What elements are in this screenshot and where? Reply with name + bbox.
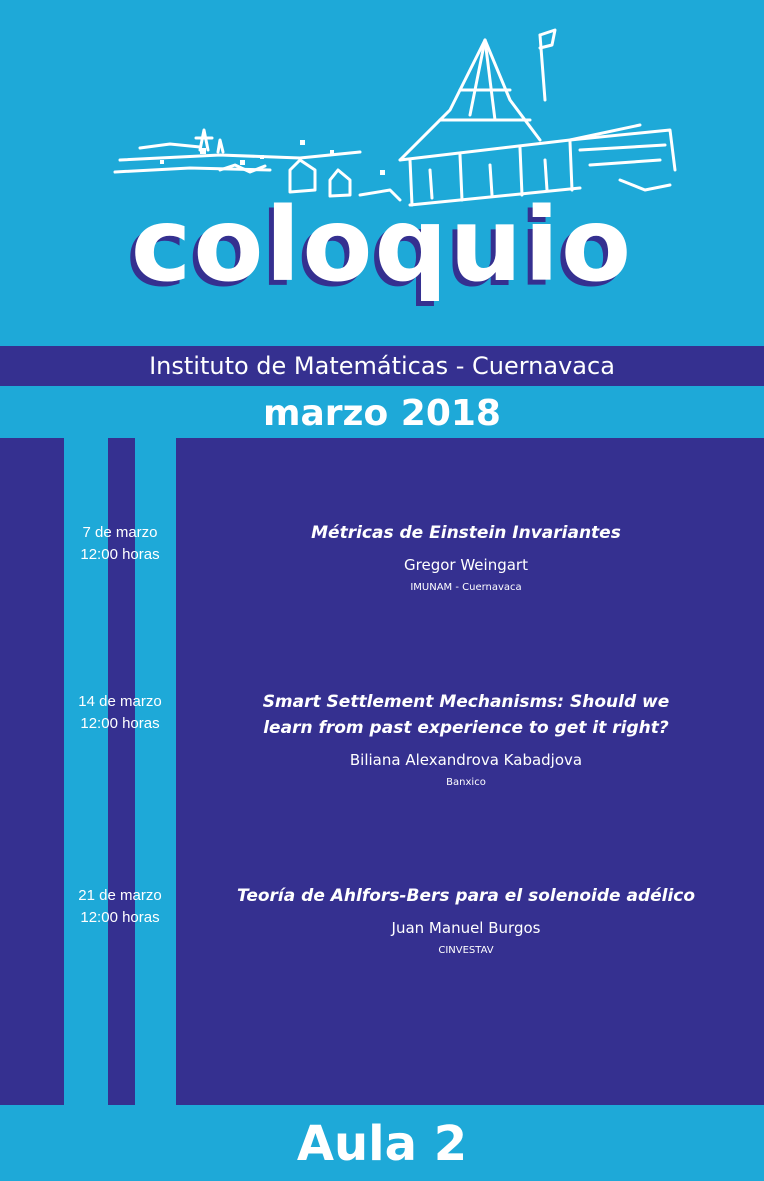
month-heading: marzo 2018 (263, 393, 501, 434)
talk-affiliation: Banxico (446, 777, 486, 788)
talk-title-line: Métricas de Einstein Invariantes (311, 523, 621, 543)
coloquio-logo: coloquio (130, 186, 634, 305)
talk-speaker: Biliana Alexandrova Kabadjova (349, 751, 583, 769)
talk-date: 21 de marzo (78, 887, 162, 904)
talk-date-1 (60, 522, 180, 566)
talk-title-line: Teoría de Ahlfors-Bers para el solenoide adélico (236, 886, 696, 906)
talk-date-2 (60, 691, 180, 735)
talk-title-line: learn from past experience to get it right? (263, 718, 669, 738)
talk-2 (196, 689, 736, 790)
talk-title-line: Smart Settlement Mechanisms: Should we (262, 692, 670, 712)
talk-title (196, 520, 736, 546)
talk-speaker: Gregor Weingart (404, 556, 528, 574)
talk-3 (196, 883, 736, 958)
talk-time: 12:00 horas (80, 909, 160, 926)
talk-date: 7 de marzo (82, 524, 158, 541)
talk-date-3 (60, 885, 180, 929)
talk-affiliation: IMUNAM - Cuernavaca (410, 582, 522, 593)
room-label: Aula 2 (296, 1116, 468, 1172)
talk-title (196, 689, 736, 741)
talk-affiliation: CINVESTAV (438, 945, 494, 956)
talk-1 (196, 520, 736, 595)
talk-time: 12:00 horas (80, 546, 160, 563)
institute-name: Instituto de Matemáticas - Cuernavaca (149, 352, 615, 380)
talk-speaker: Juan Manuel Burgos (391, 919, 541, 937)
talk-date: 14 de marzo (78, 693, 162, 710)
talk-time: 12:00 horas (80, 715, 160, 732)
talk-title (196, 883, 736, 909)
